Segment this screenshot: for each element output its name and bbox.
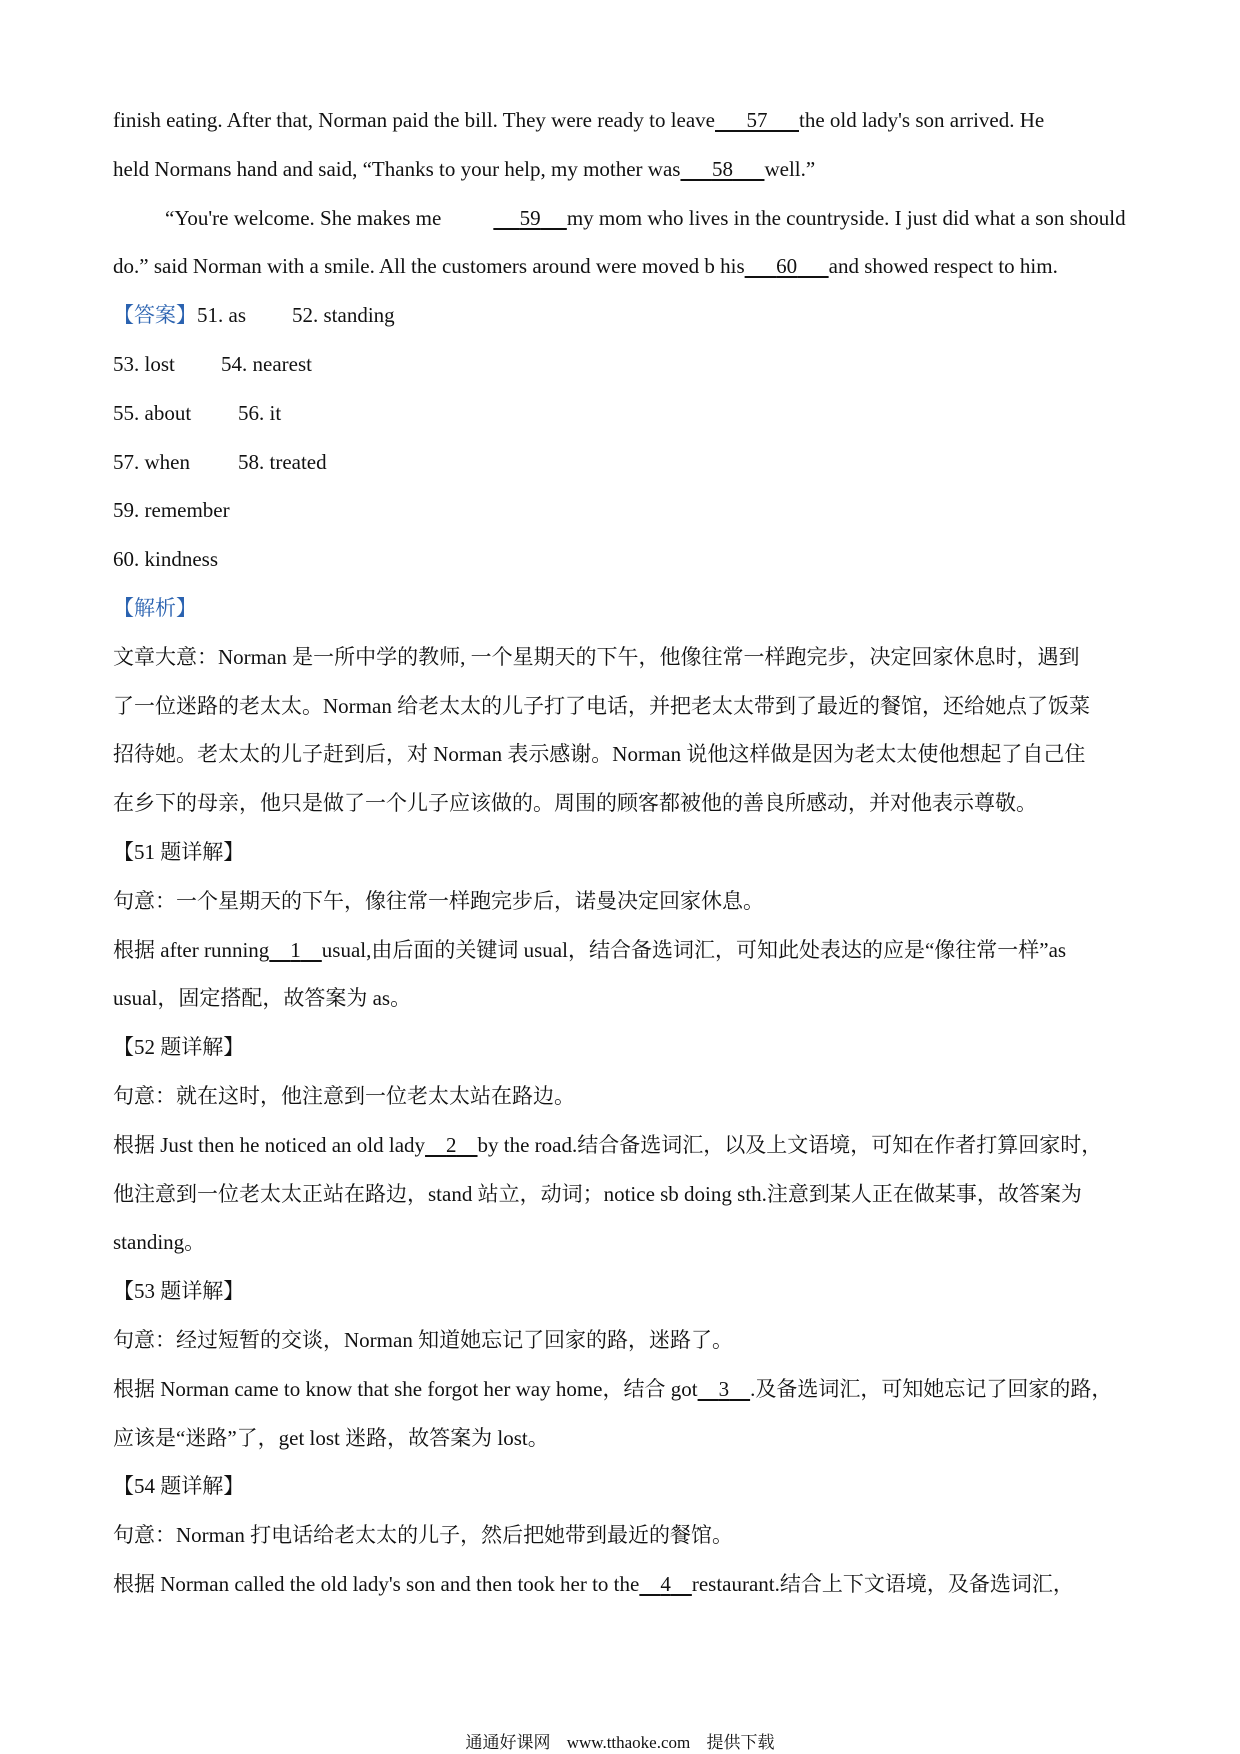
blank-3: 3: [718, 1376, 730, 1401]
passage-line-3: [113, 194, 1133, 243]
answers-line-3: [113, 389, 1133, 438]
text: .及备选词汇，可知她忘记了回家的路，: [750, 1376, 1113, 1401]
analysis-label: 【解析】: [113, 595, 197, 620]
q51-explain-line-2: usual，固定搭配，故答案为 as。: [113, 986, 412, 1011]
answer-54: 54. nearest: [221, 351, 312, 376]
q52-explain-line-1: [113, 1121, 1133, 1170]
answer-56: 56. it: [238, 400, 282, 425]
passage-line-1: [113, 96, 1133, 145]
answers-line-2: [113, 340, 1133, 389]
footer-url[interactable]: www.tthaoke.com: [566, 1733, 691, 1752]
q54-meaning: 句意：Norman 打电话给老太太的儿子，然后把她带到最近的餐馆。: [113, 1523, 734, 1548]
text: 根据 Just then he noticed an old lady: [113, 1132, 426, 1157]
blank-58: 58: [711, 156, 733, 181]
answer-53: 53. lost: [113, 351, 175, 376]
answer-52: 52. standing: [292, 303, 395, 328]
text: usual,由后面的关键词 usual，结合备选词汇，可知此处表达的应是“像往常一样”as: [321, 937, 1067, 962]
text: do.” said Norman with a smile. All the customers around were moved b his: [113, 254, 745, 279]
blank-57: 57: [746, 108, 768, 132]
text: held Normans hand and said, “Thanks to your help, my mother was: [113, 156, 681, 181]
q53-meaning: 句意：经过短暂的交谈，Norman 知道她忘记了回家的路，迷路了。: [113, 1327, 734, 1352]
text: 根据 after running: [113, 937, 270, 962]
text: and showed respect to him.: [828, 254, 1058, 279]
blank-2: 2: [446, 1132, 457, 1157]
q51-explain-line-1: [113, 926, 1133, 975]
text: well.”: [764, 156, 816, 181]
q52-heading: 【52 题详解】: [113, 1035, 245, 1060]
answer-55: 55. about: [113, 400, 192, 425]
answer-label: 【答案】: [113, 303, 197, 328]
q51-heading: 【51 题详解】: [113, 839, 245, 864]
answer-59: 59. remember: [113, 498, 230, 523]
q52-meaning: 句意：就在这时，他注意到一位老太太站在路边。: [113, 1083, 575, 1108]
q52-explain-line-3: standing。: [113, 1230, 206, 1255]
text: the old lady's son arrived. He: [799, 108, 1045, 132]
blank-59: 59: [519, 205, 541, 230]
text: 根据 Norman called the old lady's son and then took her to the: [113, 1571, 640, 1596]
q54-explain-line-1: [113, 1560, 1133, 1609]
q52-explain-line-2: 他注意到一位老太太正站在路边，stand 站立，动词；notice sb doing sth.注意到某人正在做某事，故答案为: [113, 1181, 1082, 1206]
q51-meaning: 句意：一个星期天的下午，像往常一样跑完步后，诺曼决定回家休息。: [113, 888, 764, 913]
q53-explain-line-1: [113, 1365, 1133, 1414]
answers-line-5: [113, 486, 1133, 535]
q54-heading: 【54 题详解】: [113, 1474, 245, 1499]
footer-provide: 提供下载: [706, 1733, 775, 1752]
text: 根据 Norman came to know that she forgot her way home，结合 got: [113, 1376, 698, 1401]
answer-57: 57. when: [113, 449, 190, 474]
text: finish eating. After that, Norman paid the bill. They were ready to leave: [113, 108, 715, 132]
q53-explain-line-2: 应该是“迷路”了，get lost 迷路，故答案为 lost。: [113, 1425, 549, 1450]
document-page: [113, 96, 1133, 1609]
summary-line-1: 文章大意：Norman 是一所中学的教师, 一个星期天的下午，他像往常一样跑完步，决定回家休息时，遇到: [113, 644, 1080, 669]
answer-51: 51. as: [197, 303, 246, 328]
footer-site-name: 通通好课网: [465, 1733, 551, 1752]
blank-1: 1: [290, 937, 301, 962]
text: “You're welcome. She makes me: [165, 205, 442, 230]
summary-line-2: 了一位迷路的老太太。Norman 给老太太的儿子打了电话，并把老太太带到了最近的餐馆，还给她点了饭菜: [113, 693, 1091, 718]
summary-line-3: 招待她。老太太的儿子赶到后，对 Norman 表示感谢。Norman 说他这样做是因为老太太使他想起了自己住: [113, 742, 1086, 767]
answers-line-6: [113, 535, 1133, 584]
text: restaurant.结合上下文语境，及备选词汇，: [691, 1571, 1074, 1596]
blank-4: 4: [660, 1571, 671, 1596]
passage-line-4: [113, 242, 1133, 291]
analysis-label-line: [113, 584, 1133, 633]
text: by the road.结合备选词汇，以及上文语境，可知在作者打算回家时，: [477, 1132, 1103, 1157]
answer-60: 60. kindness: [113, 547, 218, 572]
summary-line-4: 在乡下的母亲，他只是做了一个儿子应该做的。周围的顾客都被他的善良所感动，并对他表示尊敬。: [113, 791, 1037, 816]
blank-60: 60: [776, 254, 798, 279]
text: my mom who lives in the countryside. I just did what a son should: [566, 205, 1126, 230]
passage-line-2: [113, 145, 1133, 194]
q53-heading: 【53 题详解】: [113, 1279, 245, 1304]
answer-58: 58. treated: [238, 449, 327, 474]
answers-line-4: [113, 438, 1133, 487]
answers-line-1: [113, 291, 1133, 340]
page-footer: [0, 1728, 1240, 1753]
